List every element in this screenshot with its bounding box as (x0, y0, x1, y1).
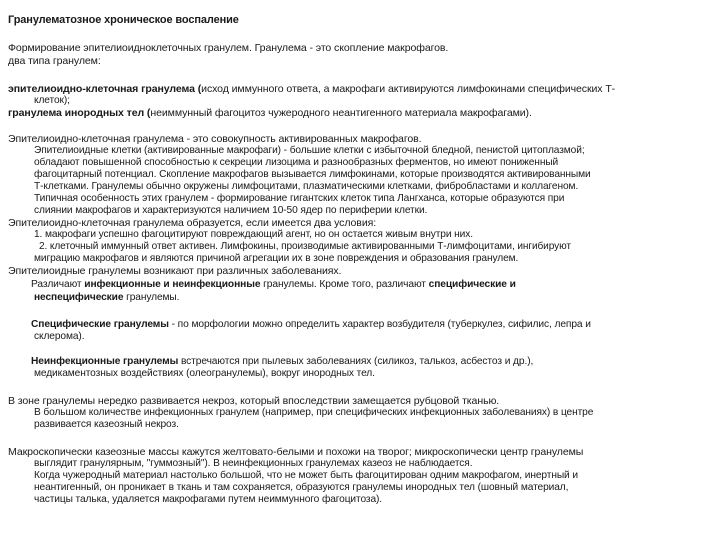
type-epithelioid (8, 83, 718, 95)
type-epithelioid-cont: клеток); (34, 95, 70, 106)
noninfectious-granulomas (31, 356, 720, 368)
epithelioid-line: слиянии макрофагов и характеризуются наличием 10-50 ядер по периферии клетки. (34, 205, 428, 216)
epithelioid-line: Типичная особенность этих гранулем - формирование гигантских клеток типа Лангханса, которые образуются при (34, 193, 565, 204)
caseous-line: частицы талька, удаляется макрофагами путем неиммунного фагоцитоза). (34, 494, 383, 505)
type-foreign-body-desc: неиммунный фагоцитоз чужеродного неантигенного материала макрофагами). (150, 107, 532, 119)
classification-term: инфекционные и неинфекционные (84, 279, 261, 290)
condition-item-cont: миграцию макрофагов и являются причиной агрегации их в зоне повреждения и образования гранулем. (34, 253, 519, 264)
necrosis-line: В большом количестве инфекционных гранулем (например, при специфических инфекционных заболеваниях) в центре (34, 407, 594, 418)
specific-granulomas-term: Специфические гранулемы (31, 319, 169, 330)
classification-term: специфические и (428, 279, 516, 290)
page-title: Гранулематозное хроническое воспаление (8, 14, 239, 26)
type-foreign-body-term: гранулема инородных тел ( (8, 107, 151, 119)
necrosis-line: В зоне гранулемы нередко развивается некроз, который впоследствии замещается рубцовой тканью. (8, 395, 500, 407)
caseous-line: неантигенный, он проникает в ткань и там сохраняется, образуются гранулемы инородных тел (шовный материал, (34, 482, 569, 493)
specific-granulomas (31, 319, 720, 331)
classification-term: неспецифические (34, 292, 124, 303)
epithelioid-line: Эпителиоидно-клеточная гранулема - это совокупность активированных макрофагов. (8, 133, 422, 145)
classification-line (31, 279, 720, 291)
classification-line-cont (34, 292, 720, 304)
noninfectious-granulomas-desc: встречаются при пылевых заболеваниях (силикоз, талькоз, асбестоз и др.), (178, 356, 534, 367)
condition-item: 2. клеточный иммунный ответ активен. Лимфокины, производимые активированными Т-лимфоцитами, ингибируют (39, 241, 571, 252)
epithelioid-line: фагоцитарный потенциал. Скопление макрофагов вызывается лимфокинами, которые производятся активированными (34, 169, 591, 180)
classification-text: Различают (31, 279, 85, 290)
classification-text: гранулемы. (123, 292, 180, 303)
epithelioid-line: Эпителиоидные гранулемы возникают при различных заболеваниях. (8, 265, 342, 277)
noninfectious-granulomas-term: Неинфекционные гранулемы (31, 356, 179, 367)
epithelioid-line: Эпителиоидно-клеточная гранулема образуется, если имеется два условия: (8, 217, 377, 229)
intro-line: Формирование эпителиоидноклеточных гранулем. Гранулема - это скопление макрофагов. (8, 42, 449, 54)
specific-granulomas-desc: - по морфологии можно определить характер возбудителя (туберкулез, сифилис, лепра и (168, 319, 591, 330)
caseous-line: выглядит гранулярным, "гуммозный"). В неинфекционных гранулемах казеоз не наблюдается. (34, 458, 473, 469)
type-epithelioid-desc: исход иммунного ответа, а макрофаги активируются лимфокинами специфических Т- (201, 83, 616, 95)
condition-item: 1. макрофаги успешно фагоцитируют повреждающий агент, но он остается живым внутри них. (34, 229, 473, 240)
caseous-line: Когда чужеродный материал настолько большой, что не может быть фагоцитирован одним макрофагом, инертный и (34, 470, 578, 481)
specific-granulomas-cont: склерома). (34, 331, 85, 342)
classification-text: гранулемы. Кроме того, различают (260, 279, 429, 290)
necrosis-line: развивается казеозный некроз. (34, 419, 179, 430)
type-epithelioid-term: эпителиоидно-клеточная гранулема ( (8, 83, 202, 95)
intro-line: два типа гранулем: (8, 55, 101, 67)
epithelioid-line: обладают повышенной способностью к секреции лизоцима и разнообразных ферментов, но имеют пониженный (34, 157, 559, 168)
type-foreign-body (8, 107, 718, 119)
caseous-line: Макроскопически казеозные массы кажутся желтовато-белыми и похожи на творог; микроскопически центр гранулемы (8, 446, 584, 458)
noninfectious-granulomas-cont: медикаментозных воздействиях (олеогранулемы), вокруг инородных тел. (34, 368, 375, 379)
epithelioid-line: Эпителиоидные клетки (активированные макрофаги) - большие клетки с избыточной бледной, пенистой цитоплазмой; (34, 145, 585, 156)
epithelioid-line: Т-клетками. Гранулемы обычно окружены лимфоцитами, плазматическими клетками, фибробластами и коллагеном. (34, 181, 579, 192)
